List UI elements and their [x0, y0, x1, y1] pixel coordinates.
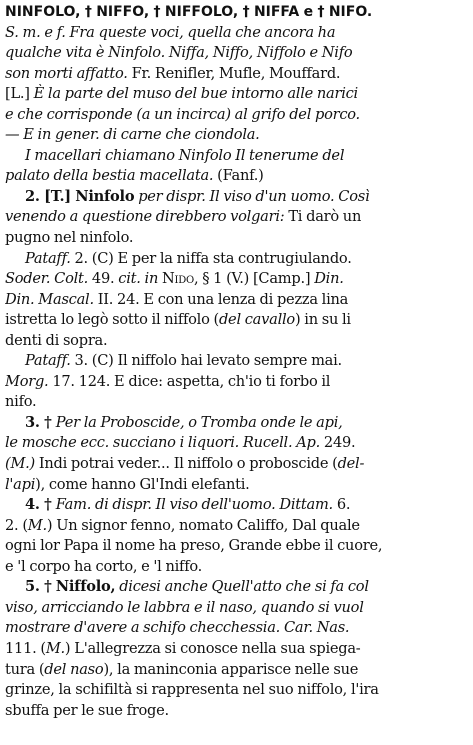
text-line: viso, arricciando le labbra e il naso, quando si vuol — [5, 598, 364, 616]
text-line: ogni lor Papa il nome ha preso, Grande ebbe il cuore, — [5, 537, 383, 555]
text-line: (M.) Indi potrai veder... Il niffolo o proboscide (del- — [5, 455, 365, 473]
text-line: — E in gener. di carne che ciondola. — [5, 126, 260, 144]
sense-4-line: 4. † Fam. di dispr. Il viso dell'uomo. Dittam. 6. — [25, 496, 351, 514]
sense-headword: Ninfolo — [75, 187, 135, 205]
citation-line: Morg. 17. 124. E dice: aspetta, ch'io ti forbo il — [5, 372, 331, 390]
text-line: mostrare d'avere a schifo checchessia. Car. Nas. — [5, 619, 350, 637]
text-line: e 'l corpo ha corto, e 'l niffo. — [5, 557, 203, 575]
sense-5-line: 5. † Niffolo, dicesi anche Quell'atto che si fa col — [25, 578, 369, 596]
citation-line: Soder. Colt. 49. cit. in Nido, § 1 (V.) [Camp.] Din. — [5, 270, 344, 288]
text-line: venendo a questione direbbero volgari: Ti darò un — [5, 208, 362, 226]
text-line: son morti affatto. Fr. Renifler, Mufle, Mouffard. — [5, 64, 341, 82]
text-line: I macellari chiamano Ninfolo Il tenerume del — [25, 146, 345, 164]
sense-3-line: 3. † Per la Proboscide, o Tromba onde le api, — [25, 413, 343, 431]
citation-line: Din. Mascal. II. 24. E con una lenza di pezza lina — [5, 290, 349, 308]
text-line: S. m. e f. Fra queste voci, quella che ancora ha — [5, 23, 336, 41]
text-line: grinze, la schifiltà si rappresenta nel suo niffolo, l'ira — [5, 681, 379, 699]
sense-headword: Niffolo, — [55, 578, 116, 596]
text-line: le mosche ecc. succiano i liquori. Rucell. Ap. 249. — [5, 434, 356, 452]
text-line: nifo. — [5, 393, 37, 411]
text-line: palato della bestia macellata. (Fanf.) — [5, 167, 264, 185]
text-line: qualche vita è Ninfolo. Niffa, Niffo, Niffolo e Nifo — [5, 44, 353, 62]
citation-line: Pataff. 3. (C) Il niffolo hai levato sempre mai. — [25, 352, 342, 370]
text-line: pugno nel ninfolo. — [5, 229, 134, 247]
text-line: tura (del naso), la maninconia apparisce nelle sue — [5, 660, 359, 678]
entry-headword-line — [5, 2, 467, 23]
headword: NINFOLO, † NIFFO, † NIFFOLO, † NIFFA e † NIFO. — [5, 4, 373, 20]
citation-line: Pataff. 2. (C) E per la niffa sta contrugiulando. — [25, 249, 352, 267]
text-line: istretta lo legò sotto il niffolo (del cavallo) in su li — [5, 311, 351, 329]
text-line: l'api), come hanno Gl'Indi elefanti. — [5, 475, 250, 493]
text-line: sbuffa per le sue froge. — [5, 701, 169, 719]
text-line: [L.] È la parte del muso del bue intorno alle narici — [5, 85, 358, 103]
text-line: e che corrisponde (a un incirca) al grifo del porco. — [5, 105, 360, 123]
text-line: 2. (M.) Un signor fenno, nomato Califfo, Dal quale — [5, 516, 360, 534]
sense-2-line: 2. [T.] Ninfolo per dispr. Il viso d'un uomo. Così — [25, 187, 370, 205]
text-line: 111. (M.) L'allegrezza si conosce nella sua spiega- — [5, 639, 361, 657]
text-line: denti di sopra. — [5, 331, 108, 349]
